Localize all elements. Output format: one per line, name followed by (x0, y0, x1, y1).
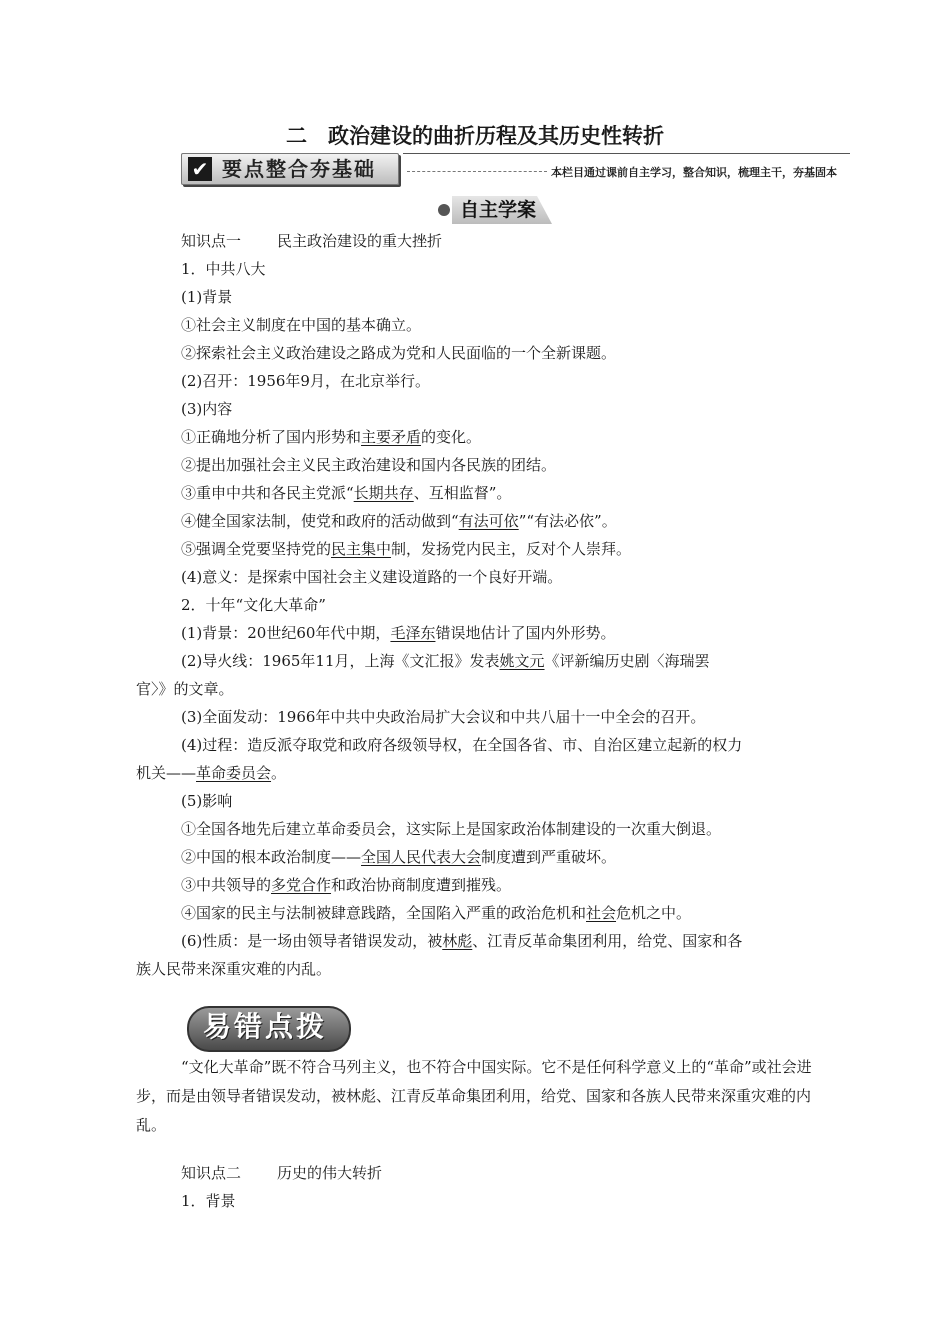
blank-answer: 社会 (586, 904, 617, 922)
text: ④国家的民主与法制被肆意践踏，全国陷入严重的政治危机和 (181, 904, 587, 922)
kp1-significance: (4)意义：是探索中国社会主义建设道路的一个良好开端。 (181, 568, 563, 586)
tip-text: “文化大革命”既不符合马列主义，也不符合中国实际。它不是任何科学意义上的“革命”或社会进步，而是由领导者错误发动，被林彪、江青反革命集团利用，给党、国家和各族人民带来深重灾难的内乱。 (136, 1058, 812, 1134)
kp1-c2: ②提出加强社会主义民主政治建设和国内各民族的团结。 (181, 456, 557, 474)
kp1-content-heading: (3)内容 (181, 400, 233, 418)
banner-label: 要点整合夯基础 (222, 157, 376, 181)
text: ④健全国家法制，使党和政府的活动做到“ (181, 512, 459, 530)
text: 。 (271, 764, 287, 782)
cr-fuse-cont: 官〉》的文章。 (136, 680, 234, 698)
cr-background (181, 623, 615, 643)
banner-box (181, 153, 399, 185)
banner-dashes (407, 171, 547, 172)
blank-answer: 林彪 (442, 932, 473, 950)
text: ③中共领导的 (181, 876, 272, 894)
kp2-title: 历史的伟大转折 (277, 1164, 383, 1182)
kp1-s2-heading: 2．十年“文化大革命” (181, 596, 326, 614)
kp1-heading (181, 231, 442, 251)
cr-process: (4)过程：造反派夺取党和政府各级领导权，在全国各省、市、自治区建立起新的权力 (181, 736, 743, 754)
blank-answer: 革命委员会 (196, 764, 272, 782)
cr-nature (181, 931, 742, 951)
blank-answer: 毛泽东 (390, 624, 436, 642)
text: ②中国的根本政治制度—— (181, 848, 362, 866)
kp1-c4 (181, 511, 617, 531)
text: (1)背景：20世纪60年代中期， (181, 624, 391, 642)
cr-impact-4 (181, 903, 691, 923)
text: 制度遭到严重破坏。 (481, 848, 617, 866)
text: 《评新编历史剧〈海瑞罢 (544, 652, 710, 670)
bullet-dot-icon (438, 204, 450, 216)
banner-note: 本栏目通过课前自主学习，整合知识，梳理主干，夯基固本 (551, 166, 837, 179)
text: ①正确地分析了国内形势和 (181, 428, 362, 446)
cr-impact-2 (181, 847, 616, 867)
blank-answer: 长期共存 (353, 484, 414, 502)
blank-answer: 姚文元 (499, 652, 545, 670)
kp2-s1-heading: 1．背景 (181, 1192, 236, 1210)
text: 制，发扬党内民主，反对个人崇拜。 (391, 540, 632, 558)
cr-impact-heading: (5)影响 (181, 792, 233, 810)
tip-label: 易错点拨 (203, 1010, 328, 1043)
kp1-convene: (2)召开：1956年9月，在北京举行。 (181, 372, 430, 390)
section-banner (181, 153, 850, 187)
kp1-bg-heading: (1)背景 (181, 288, 233, 306)
self-study-label: 自主学案 (460, 199, 537, 221)
kp1-bg1: ①社会主义制度在中国的基本确立。 (181, 316, 422, 334)
checkmark-icon: ✔ (188, 157, 212, 181)
blank-answer: 全国人民代表大会 (361, 848, 482, 866)
kp1-bg2: ②探索社会主义政治建设之路成为党和人民面临的一个全新课题。 (181, 344, 617, 362)
text: 机关—— (136, 764, 197, 782)
cr-impact-3 (181, 875, 511, 895)
blank-answer: 有法可依 (458, 512, 519, 530)
kp1-c5 (181, 539, 631, 559)
text: 的变化。 (421, 428, 482, 446)
text: 和政治协商制度遭到摧残。 (331, 876, 512, 894)
text: (6)性质：是一场由领导者错误发动，被 (181, 932, 443, 950)
text: (2)导火线：1965年11月，上海《文汇报》发表 (181, 652, 500, 670)
cr-impact-1: ①全国各地先后建立革命委员会，这实际上是国家政治体制建设的一次重大倒退。 (181, 820, 722, 838)
kp1-title: 民主政治建设的重大挫折 (277, 232, 443, 250)
cr-launch: (3)全面发动：1966年中共中央政治局扩大会议和中共八届十一中全会的召开。 (181, 708, 706, 726)
text: ”“有法必依”。 (518, 512, 617, 530)
banner-rule (403, 153, 850, 154)
cr-fuse (181, 651, 710, 671)
kp1-s1-heading: 1．中共八大 (181, 260, 266, 278)
text: 、江青反革命集团利用，给党、国家和各 (472, 932, 743, 950)
text: 错误地估计了国内外形势。 (435, 624, 616, 642)
page-title: 二 政治建设的曲折历程及其历史性转折 (286, 124, 664, 148)
cr-process-cont (136, 763, 286, 783)
cr-nature-cont: 族人民带来深重灾难的内乱。 (136, 960, 332, 978)
text: 、互相监督”。 (413, 484, 512, 502)
blank-answer: 多党合作 (271, 876, 332, 894)
text: 危机之中。 (616, 904, 692, 922)
kp1-c1 (181, 427, 481, 447)
kp1-c3 (181, 483, 511, 503)
blank-answer: 民主集中 (331, 540, 392, 558)
text: ⑤强调全党要坚持党的 (181, 540, 332, 558)
kp1-label: 知识点一 (181, 232, 242, 250)
blank-answer: 主要矛盾 (361, 428, 422, 446)
kp2-label: 知识点二 (181, 1164, 242, 1182)
text: ③重申中共和各民主党派“ (181, 484, 354, 502)
tip-badge (181, 1002, 351, 1052)
kp2-heading (181, 1163, 382, 1183)
